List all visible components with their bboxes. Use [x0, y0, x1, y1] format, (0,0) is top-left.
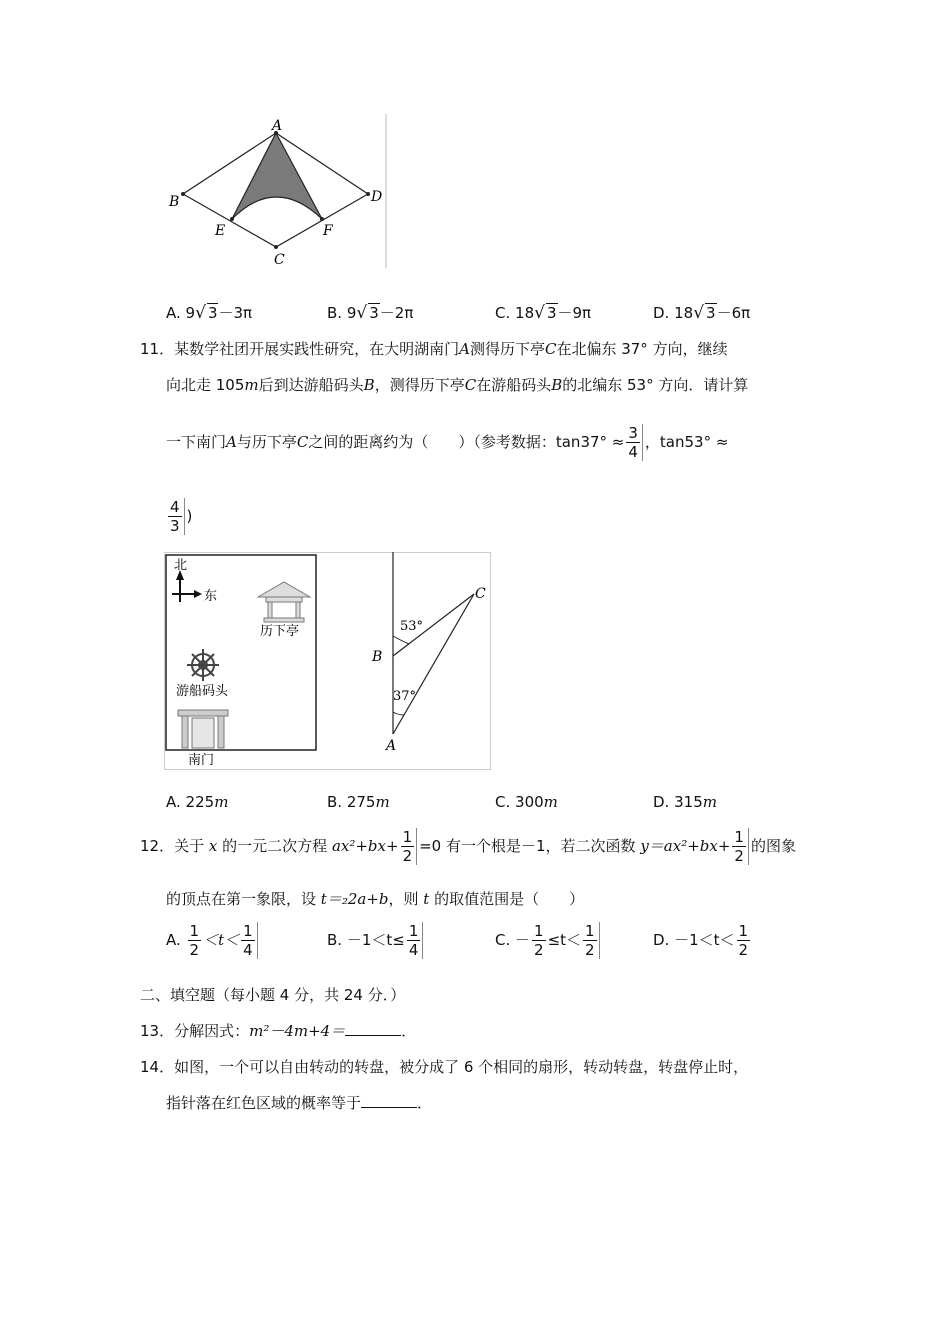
- fraction: $\frac{1}{2}$: [738, 922, 749, 959]
- fraction-half: $\frac{1}{2}$: [401, 828, 418, 865]
- q12-option-d[interactable]: D. －1＜t＜ $\frac{1}{2}$: [653, 922, 749, 959]
- label-d: D: [371, 189, 383, 205]
- radicand: 3: [706, 304, 716, 322]
- angle-arc-37: [393, 712, 404, 715]
- pavilion-icon: [258, 582, 310, 622]
- q10-option-b[interactable]: [327, 302, 413, 323]
- fraction-tan37: $\frac{3}{4}$: [626, 424, 643, 461]
- label-f: F: [323, 223, 333, 239]
- q14-line2: 指针落在红色区域的概率等于 ．: [166, 1094, 433, 1112]
- radicand: 3: [207, 304, 218, 322]
- q14-line1: 14．如图，一个可以自由转动的转盘，被分成了 6 个相同的扇形，转动转盘，转盘停止时，: [140, 1058, 749, 1076]
- q10-option-c[interactable]: [495, 302, 591, 323]
- line-ac: [393, 594, 474, 734]
- option-rest: －2π: [379, 304, 414, 322]
- section-2-title: 二、填空题（每小题 4 分，共 24 分．）: [140, 986, 406, 1004]
- fraction-tan53: $\frac{4}{3}$: [168, 498, 185, 535]
- answer-blank[interactable]: [361, 1107, 417, 1108]
- shaded-region: [232, 133, 322, 219]
- fraction-half: $\frac{1}{2}$: [732, 828, 749, 865]
- option-coef: 18: [515, 304, 535, 322]
- option-letter: A.: [166, 304, 181, 322]
- q11-option-d[interactable]: D. 315m: [653, 793, 717, 811]
- q11-line1: 11．某数学社团开展实践性研究，在大明湖南门A测得历下亭C在北偏东 37° 方向，继续: [140, 340, 728, 358]
- label-e: E: [215, 223, 226, 239]
- sqrt-icon: √: [534, 303, 545, 323]
- q11-line3: 一下南门A与历下亭C之间的距离约为（ ）（参考数据：tan37° ≈ $\frac{3}{4}$ ，tan53° ≈: [166, 424, 729, 461]
- q12-line2: 的顶点在第一象限，设 t＝₂2a+b，则 t 的取值范围是（ ）: [166, 890, 585, 908]
- fraction: $\frac{1}{4}$: [241, 922, 258, 959]
- angle-arc-53: [393, 636, 409, 644]
- option-letter: C.: [495, 304, 511, 322]
- tri-label-a: A: [386, 738, 397, 754]
- fraction: $\frac{1}{2}$: [534, 922, 544, 959]
- option-rest: －9π: [557, 304, 592, 322]
- radicand: 3: [369, 304, 379, 322]
- ship-wheel-icon: [187, 649, 219, 681]
- option-coef: 18: [674, 304, 694, 322]
- q13: 13．分解因式：m²－4m+4＝ ．: [140, 1022, 417, 1040]
- q11-figure: [164, 552, 494, 772]
- map-pier: 游船码头: [176, 684, 229, 699]
- gate-icon: [178, 710, 228, 748]
- q11-option-c[interactable]: C. 300m: [495, 793, 558, 811]
- q11-line2: 向北走 105m后到达游船码头B，测得历下亭C在游船码头B的北编东 53° 方向．请计算: [166, 376, 749, 394]
- answer-blank[interactable]: [345, 1035, 401, 1036]
- option-letter: D.: [653, 304, 670, 322]
- sqrt-icon: √: [195, 303, 206, 323]
- label-b: B: [169, 194, 180, 210]
- label-a: A: [272, 118, 283, 134]
- map-north: 北: [174, 558, 188, 573]
- fraction: $\frac{1}{4}$: [407, 922, 424, 959]
- angle-37: 37°: [393, 689, 417, 704]
- angle-53: 53°: [400, 619, 424, 634]
- label-c: C: [274, 252, 285, 268]
- q11-option-b[interactable]: B. 275m: [327, 793, 390, 811]
- q11-option-a[interactable]: A. 225m: [166, 793, 229, 811]
- map-gate: 南门: [188, 753, 215, 768]
- tri-label-b: B: [372, 649, 383, 665]
- fraction: $\frac{1}{2}$: [189, 922, 200, 959]
- option-rest: －6π: [716, 304, 751, 322]
- q10-figure: [160, 108, 400, 278]
- sqrt-icon: √: [693, 303, 705, 323]
- map-east: 东: [204, 589, 218, 604]
- fraction: $\frac{1}{2}$: [583, 922, 600, 959]
- q12-option-a[interactable]: A. $\frac{1}{2}$ ＜t＜ $\frac{1}{4}$: [166, 922, 260, 959]
- sqrt-icon: √: [356, 303, 368, 323]
- option-letter: B.: [327, 304, 343, 322]
- q11-line4: $\frac{4}{3}$ ): [170, 498, 193, 535]
- option-coef: 9: [346, 304, 357, 322]
- q12-option-b[interactable]: B. －1＜t≤ $\frac{1}{4}$: [327, 922, 425, 959]
- option-coef: 9: [185, 304, 196, 322]
- option-rest: －3π: [218, 304, 253, 322]
- radicand: 3: [546, 304, 557, 322]
- q10-option-d[interactable]: [653, 302, 750, 323]
- q12-option-c[interactable]: C. － $\frac{1}{2}$ ≤t＜ $\frac{1}{2}$: [495, 922, 602, 959]
- tri-label-c: C: [475, 586, 486, 602]
- q12-line1: 12．关于 x 的一元二次方程 ax²+bx+ $\frac{1}{2}$ =0 有一个根是－1，若二次函数 y＝ax²+bx+ $\frac{1}{2}$ 的图象: [140, 828, 796, 865]
- q10-option-a[interactable]: [166, 302, 252, 323]
- map-pavilion: 历下亭: [260, 624, 300, 639]
